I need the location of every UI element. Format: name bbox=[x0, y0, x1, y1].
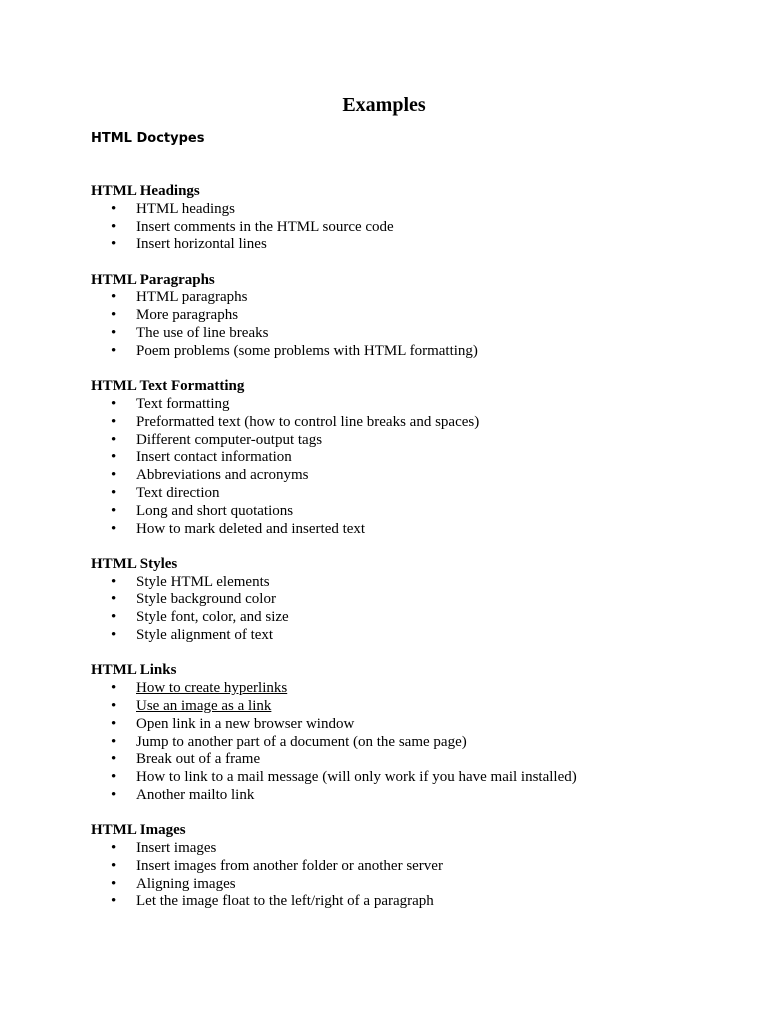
list-item bbox=[91, 591, 711, 609]
list-item-text: Insert horizontal lines bbox=[136, 236, 267, 253]
bullet-icon: • bbox=[111, 413, 117, 430]
bullet-icon: • bbox=[111, 431, 117, 448]
section-heading: HTML Links bbox=[91, 662, 177, 679]
bullet-icon: • bbox=[111, 484, 117, 501]
bullet-icon: • bbox=[111, 733, 117, 750]
list-item-text: HTML paragraphs bbox=[136, 289, 248, 306]
bullet-icon: • bbox=[111, 236, 117, 253]
section-heading: HTML Images bbox=[91, 822, 186, 839]
list-item-text: Insert images from another folder or another server bbox=[136, 857, 443, 874]
list-item bbox=[91, 876, 711, 894]
bullet-icon: • bbox=[111, 697, 117, 714]
bullet-icon: • bbox=[111, 325, 117, 342]
bullet-icon: • bbox=[111, 609, 117, 626]
list-item-text: Jump to another part of a document (on the same page) bbox=[136, 733, 467, 750]
list-item bbox=[91, 485, 711, 503]
bullet-list bbox=[91, 289, 711, 360]
section bbox=[91, 378, 711, 538]
list-item-text: Aligning images bbox=[136, 875, 236, 892]
list-item bbox=[91, 609, 711, 627]
list-item bbox=[91, 627, 711, 645]
bullet-list bbox=[91, 396, 711, 538]
list-item-text: Text direction bbox=[136, 484, 220, 501]
list-item bbox=[91, 574, 711, 592]
bullet-icon: • bbox=[111, 395, 117, 412]
bullet-icon: • bbox=[111, 520, 117, 537]
sections-container bbox=[91, 183, 711, 929]
section bbox=[91, 183, 711, 254]
bullet-icon: • bbox=[111, 875, 117, 892]
list-item bbox=[91, 236, 711, 254]
list-item-text: HTML headings bbox=[136, 200, 236, 217]
list-item-text: More paragraphs bbox=[136, 307, 239, 324]
bullet-icon: • bbox=[111, 627, 117, 644]
bullet-icon: • bbox=[111, 769, 117, 786]
list-item bbox=[91, 449, 711, 467]
list-item bbox=[91, 396, 711, 414]
bullet-icon: • bbox=[111, 573, 117, 590]
bullet-icon: • bbox=[111, 840, 117, 856]
document-title: Examples bbox=[342, 94, 426, 116]
list-item bbox=[91, 307, 711, 325]
bullet-list bbox=[91, 840, 711, 911]
list-item-text: The use of line breaks bbox=[136, 325, 269, 342]
list-item bbox=[91, 201, 711, 219]
section-heading: HTML Styles bbox=[91, 555, 178, 572]
doctypes-heading: HTML Doctypes bbox=[91, 131, 205, 146]
list-item-link[interactable]: How to create hyperlinks bbox=[136, 680, 288, 697]
list-item bbox=[91, 432, 711, 450]
bullet-icon: • bbox=[111, 218, 117, 235]
list-item-text: Style HTML elements bbox=[136, 573, 270, 590]
list-item-text: Break out of a frame bbox=[136, 751, 261, 768]
bullet-icon: • bbox=[111, 857, 117, 874]
list-item-text: Long and short quotations bbox=[136, 502, 294, 519]
bullet-icon: • bbox=[111, 200, 117, 217]
bullet-icon: • bbox=[111, 307, 117, 324]
list-item bbox=[91, 289, 711, 307]
list-item-text: Abbreviations and acronyms bbox=[136, 467, 309, 484]
section-heading: HTML Paragraphs bbox=[91, 271, 215, 288]
list-item bbox=[91, 716, 711, 734]
list-item[interactable] bbox=[91, 698, 711, 716]
section bbox=[91, 822, 711, 911]
bullet-icon: • bbox=[111, 342, 117, 359]
list-item bbox=[91, 769, 711, 787]
list-item bbox=[91, 503, 711, 521]
list-item bbox=[91, 787, 711, 805]
bullet-icon: • bbox=[111, 591, 117, 608]
list-item-text: Style alignment of text bbox=[136, 627, 274, 644]
list-item-text: How to mark deleted and inserted text bbox=[136, 520, 366, 537]
bullet-icon: • bbox=[111, 449, 117, 466]
bullet-icon: • bbox=[111, 289, 117, 306]
list-item bbox=[91, 734, 711, 752]
list-item bbox=[91, 840, 711, 858]
section bbox=[91, 662, 711, 804]
list-item-text: How to link to a mail message (will only work if you have mail installed) bbox=[136, 769, 577, 786]
list-item bbox=[91, 219, 711, 237]
list-item-text: Another mailto link bbox=[136, 786, 255, 803]
list-item bbox=[91, 893, 711, 911]
list-item-text: Different computer-output tags bbox=[136, 431, 323, 448]
bullet-list bbox=[91, 680, 711, 805]
list-item-text: Poem problems (some problems with HTML formatting) bbox=[136, 342, 478, 359]
list-item-text: Insert comments in the HTML source code bbox=[136, 218, 394, 235]
list-item-link[interactable]: Use an image as a link bbox=[136, 697, 272, 714]
list-item-text: Preformatted text (how to control line breaks and spaces) bbox=[136, 413, 480, 430]
list-item bbox=[91, 521, 711, 539]
bullet-icon: • bbox=[111, 502, 117, 519]
bullet-list bbox=[91, 201, 711, 254]
section-heading: HTML Text Formatting bbox=[91, 378, 245, 395]
list-item bbox=[91, 414, 711, 432]
bullet-list bbox=[91, 574, 711, 645]
list-item bbox=[91, 858, 711, 876]
list-item-text: Let the image float to the left/right of a paragraph bbox=[136, 893, 434, 910]
list-item-text: Insert contact information bbox=[136, 449, 292, 466]
list-item-text: Open link in a new browser window bbox=[136, 715, 355, 732]
bullet-icon: • bbox=[111, 467, 117, 484]
section bbox=[91, 272, 711, 361]
list-item bbox=[91, 467, 711, 485]
list-item-text: Text formatting bbox=[136, 395, 230, 412]
bullet-icon: • bbox=[111, 715, 117, 732]
bullet-icon: • bbox=[111, 751, 117, 768]
section-heading: HTML Headings bbox=[91, 183, 200, 199]
bullet-icon: • bbox=[111, 786, 117, 803]
bullet-icon: • bbox=[111, 680, 117, 697]
list-item-text: Insert images bbox=[136, 840, 217, 856]
bullet-icon: • bbox=[111, 893, 117, 910]
list-item-text: Style background color bbox=[136, 591, 276, 608]
list-item bbox=[91, 325, 711, 343]
list-item-text: Style font, color, and size bbox=[136, 609, 289, 626]
list-item bbox=[91, 751, 711, 769]
list-item[interactable] bbox=[91, 680, 711, 698]
section bbox=[91, 556, 711, 645]
list-item bbox=[91, 343, 711, 361]
